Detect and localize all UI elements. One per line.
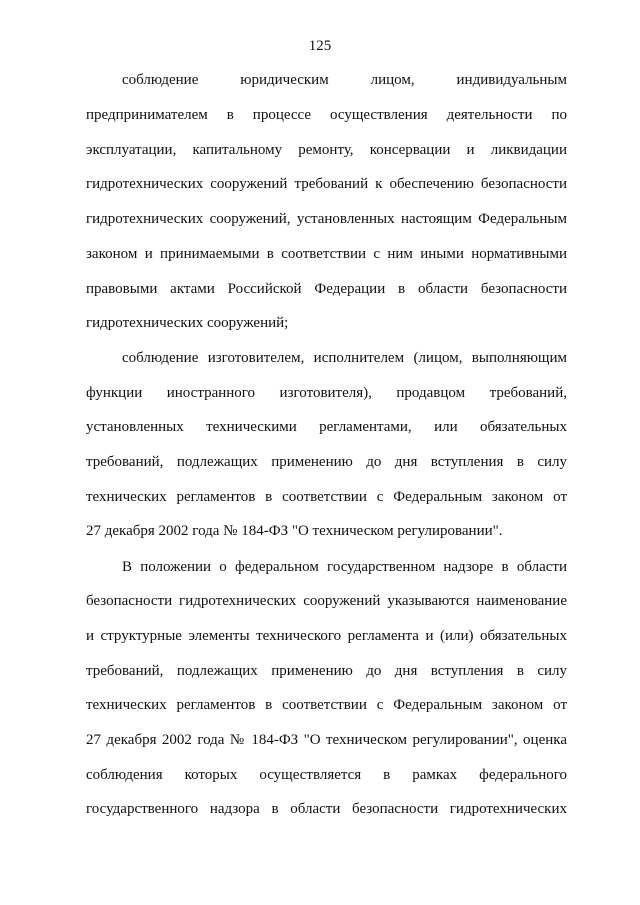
- paragraph-1-line-7: правовыми актами Российской Федерации в области безопасности: [86, 281, 567, 297]
- paragraph-3-line-5: технических регламентов в соответствии с Федеральным законом от: [86, 697, 567, 713]
- paragraph-2-line-5: технических регламентов в соответствии с Федеральным законом от: [86, 489, 567, 505]
- paragraph-2-line-2: функции иностранного изготовителя), продавцом требований,: [86, 385, 567, 401]
- paragraph-3-line-6: 27 декабря 2002 года № 184-ФЗ "О техническом регулировании", оценка: [86, 732, 567, 748]
- paragraph-3-line-8: государственного надзора в области безопасности гидротехнических: [86, 801, 567, 817]
- paragraph-1-line-4: гидротехнических сооружений требований к обеспечению безопасности: [86, 176, 567, 192]
- paragraph-3-line-3: и структурные элементы технического регламента и (или) обязательных: [86, 628, 567, 644]
- paragraph-1-line-8: гидротехнических сооружений;: [86, 315, 289, 331]
- paragraph-2-line-3: установленных техническими регламентами, или обязательных: [86, 419, 567, 435]
- paragraph-2-line-6: 27 декабря 2002 года № 184-ФЗ "О техническом регулировании".: [86, 523, 503, 539]
- paragraph-3-line-7: соблюдения которых осуществляется в рамках федерального: [86, 767, 567, 783]
- paragraph-3-line-4: требований, подлежащих применению до дня вступления в силу: [86, 663, 567, 679]
- paragraph-3-line-1: В положении о федеральном государственном надзоре в области: [122, 559, 567, 575]
- paragraph-1-line-5: гидротехнических сооружений, установленных настоящим Федеральным: [86, 211, 567, 227]
- paragraph-1-line-3: эксплуатации, капитальному ремонту, консервации и ликвидации: [86, 142, 567, 158]
- page-number: 125: [308, 38, 332, 54]
- paragraph-1-line-1: соблюдение юридическим лицом, индивидуальным: [122, 72, 567, 88]
- paragraph-1-line-2: предпринимателем в процессе осуществления деятельности по: [86, 107, 567, 123]
- paragraph-3-line-2: безопасности гидротехнических сооружений указываются наименование: [86, 593, 567, 609]
- paragraph-2-line-4: требований, подлежащих применению до дня вступления в силу: [86, 454, 567, 470]
- paragraph-2-line-1: соблюдение изготовителем, исполнителем (лицом, выполняющим: [122, 350, 567, 366]
- paragraph-1-line-6: законом и принимаемыми в соответствии с ним иными нормативными: [86, 246, 567, 262]
